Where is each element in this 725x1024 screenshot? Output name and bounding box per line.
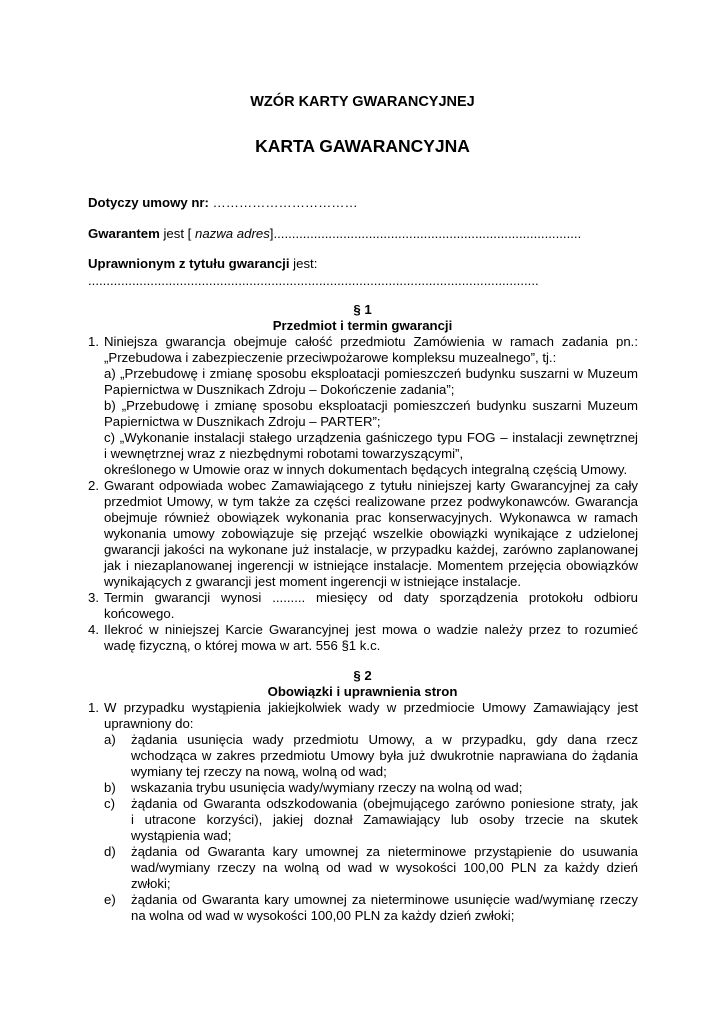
- s2-item-c-line: żądania od Gwaranta odszkodowania (obejmującego zarówno poniesione straty, jak: [131, 796, 638, 811]
- guarantor-text: jest [: [159, 226, 196, 241]
- s2-p1-number: 1.: [88, 700, 99, 715]
- s1-p1-line: Papiernictwa w Dusznikach Zdroju – Dokończenie zadania”;: [104, 382, 455, 397]
- s1-p1-line: i wewnętrznej wraz z niezbędnymi robotami towarzyszącymi”,: [104, 446, 464, 461]
- s1-p1-line: Niniejsza gwarancja obejmuje całość przedmiotu Zamówienia w ramach zadania pn.:: [104, 334, 638, 349]
- s1-p3-line: Termin gwarancji wynosi ......... miesięcy od daty sporządzenia protokołu odbioru: [104, 590, 638, 605]
- s1-p1-number: 1.: [88, 334, 99, 349]
- s2-item-d-marker: d): [104, 844, 116, 859]
- s2-item-d-line: wad/wymiany rzeczy na wolną od wad w wysokości 100,00 PLN za każdy dzień: [131, 860, 638, 875]
- s1-p1-line: Papiernictwa w Dusznikach Zdroju – PARTER”;: [104, 414, 381, 429]
- s1-p2-line: Gwarant odpowiada wobec Zamawiającego z tytułu niniejszej karty Gwarancyjnej za cały: [104, 478, 638, 493]
- section-2-title: Obowiązki i uprawnienia stron: [267, 684, 458, 699]
- s1-p3-line: końcowego.: [104, 606, 175, 621]
- section-1-title: Przedmiot i termin gwarancji: [272, 318, 453, 333]
- s2-item-d-line: żądania od Gwaranta kary umownej za nieterminowe przystąpienie do usuwania: [131, 844, 638, 859]
- s1-p1-line: c) „Wykonanie instalacji stałego urządzenia gaśniczego typu FOG – instalacji zewnętrznej: [104, 430, 638, 445]
- s1-p1-line: określonego w Umowie oraz w innych dokumentach będących integralną częścią Umowy.: [104, 462, 628, 477]
- guarantor-placeholder: nazwa adres: [195, 226, 270, 241]
- guarantor-line: [88, 226, 581, 242]
- contract-number-line: [88, 195, 358, 211]
- document-title: WZÓR KARTY GWARANCYJNEJ: [250, 94, 475, 110]
- s1-p2-line: gwarancji jakości na wykonane już instalacje, w przypadku każdej, zarówno zaplanowanej: [104, 542, 638, 557]
- s1-p1-line: „Przebudowa i zabezpieczenie przeciwpożarowe kompleksu muzealnego”, tj.:: [104, 350, 557, 365]
- s2-item-c-marker: c): [104, 796, 115, 811]
- beneficiary-line: [88, 256, 317, 272]
- s1-p2-line: wykonania umowy zobowiązuje się przejąć wszelkie obowiązki wynikające z udzielonej: [104, 526, 638, 541]
- guarantor-dots: ]....................................................................................: [269, 226, 582, 241]
- s1-p2-line: jak i niezaplanowanej ingerencji w istniejące instalacje. Momentem przejęcia obowiązków: [104, 558, 638, 573]
- s1-p4-number: 4.: [88, 622, 99, 637]
- beneficiary-label: Uprawnionym z tytułu gwarancji: [88, 256, 290, 271]
- s2-p1-line: W przypadku wystąpienia jakiejkolwiek wady w przedmiocie Umowy Zamawiający jest: [104, 700, 638, 715]
- s2-p1-line: uprawniony do:: [104, 716, 194, 731]
- section-2-number: § 2: [353, 668, 372, 683]
- s1-p2-line: obejmuje również obowiązek wykonania prac konserwacyjnych. Wykonawca w ramach: [104, 510, 638, 525]
- s1-p2-line: przedmiot Umowy, w tym także za części realizowane przez podwykonawców. Gwarancja: [104, 494, 638, 509]
- s1-p1-line: a) „Przebudowę i zmianę sposobu eksploatacji pomieszczeń budynku suszarni w Muzeum: [104, 366, 638, 381]
- s2-item-a-line: wymiany tej rzeczy na nową, wolną od wad;: [131, 764, 387, 779]
- card-title: KARTA GAWARANCYJNA: [255, 136, 470, 156]
- s2-item-b-marker: b): [104, 780, 116, 795]
- s2-item-a-marker: a): [104, 732, 116, 747]
- beneficiary-tail: jest:: [289, 256, 318, 271]
- guarantor-label: Gwarantem: [88, 226, 160, 241]
- s2-item-e-marker: e): [104, 892, 116, 907]
- s1-p1-line: b) „Przebudowę i zmianę sposobu eksploatacji pomieszczeń budynku suszarni Muzeum: [104, 398, 638, 413]
- section-1-number: § 1: [353, 302, 372, 317]
- s2-item-c-line: i utracone korzyści), jakiej doznał Zamawiający lub osoby trzecie na skutek: [131, 812, 638, 827]
- s2-item-d-line: zwłoki;: [131, 876, 171, 891]
- s1-p4-line: wadę fizyczną, o której mowa w art. 556 §1 k.c.: [104, 638, 381, 653]
- s1-p4-line: Ilekroć w niniejszej Karcie Gwarancyjnej jest mowa o wadzie należy przez to rozumieć: [104, 622, 638, 637]
- s2-item-a-line: żądania usunięcia wady przedmiotu Umowy, a w przypadku, gdy dana rzecz: [131, 732, 638, 747]
- contract-number-value: ……………………………: [208, 195, 358, 210]
- s2-item-c-line: wystąpienia wad;: [131, 828, 232, 843]
- s2-item-b-line: wskazania trybu usunięcia wady/wymiany rzeczy na wolną od wad;: [131, 780, 523, 795]
- s1-p2-line: wynikających z gwarancji jest moment ingerencji w istniejące instalacje.: [104, 574, 522, 589]
- s2-item-a-line: wchodząca w zakres przedmiotu Umowy była już dwukrotnie naprawiana do żądania: [131, 748, 638, 763]
- s2-item-e-line: żądania od Gwaranta kary umownej za nieterminowe usunięcie wad/wymianę rzeczy: [131, 892, 638, 907]
- s1-p2-number: 2.: [88, 478, 99, 493]
- s1-p3-number: 3.: [88, 590, 99, 605]
- s2-item-e-line: na wolna od wad w wysokości 100,00 PLN za każdy dzień zwłoki;: [131, 908, 515, 923]
- contract-number-label: Dotyczy umowy nr:: [88, 195, 209, 210]
- beneficiary-dots: ...........................................................................................................................: [88, 273, 539, 288]
